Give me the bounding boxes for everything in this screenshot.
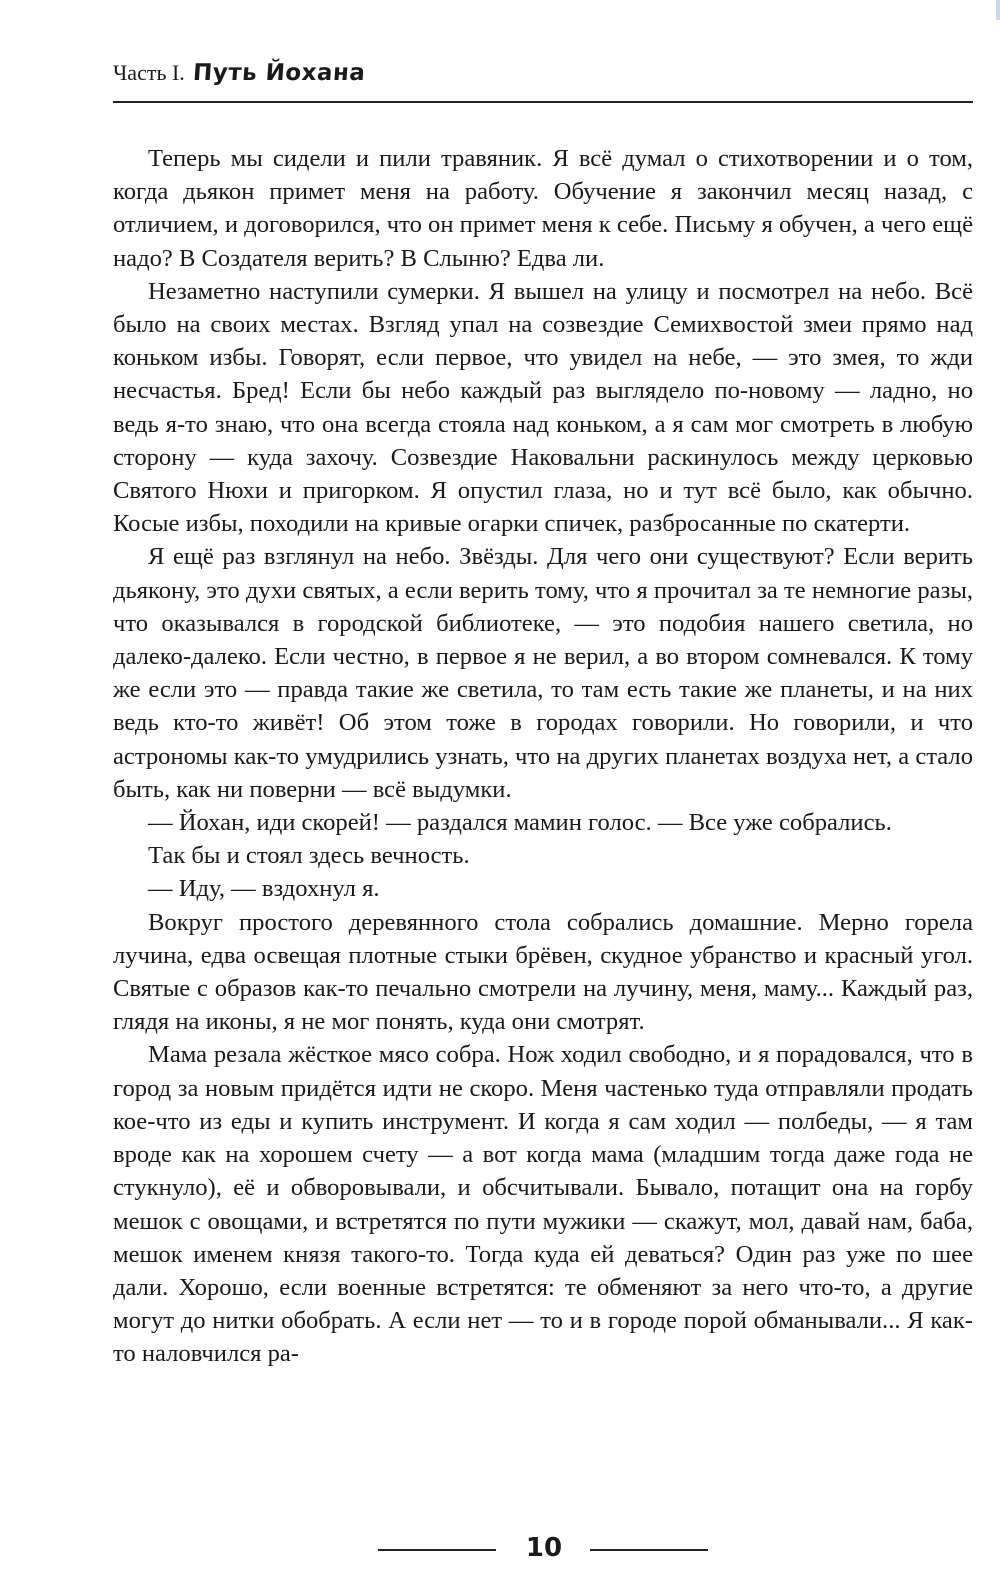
header-divider (113, 101, 973, 103)
paragraph: Теперь мы сидели и пили травяник. Я всё думал о стихотворении и о том, когда дьякон примет меня на работу. Обучение я закончил месяц назад, с отличием, и договорился, что он примет меня к себе. Письму я обучен, а чего ещё надо? В Создателя верить? В Слыню? Едва ли. (113, 145, 973, 272)
page-edge-mark (996, 0, 1000, 20)
part-label: Часть I. (113, 60, 185, 85)
footer-divider-right (590, 1549, 708, 1551)
paragraph: Незаметно наступили сумерки. Я вышел на улицу и посмотрел на небо. Всё было на своих местах. Взгляд упал на созвездие Семихвостой змеи прямо над коньком избы. Говорят, если первое, что увидел на небе, — это змея, то жди несчастья. Бред! Если бы небо каждый раз выглядело по-новому — ладно, но ведь я-то знаю, что она всегда стояла над коньком, а я сам мог смотреть в любую сторону — куда захочу. Созвездие Наковальни раскинулось между церковью Святого Нюхи и пригорком. Я опустил глаза, но и тут всё было, как обычно. Косые избы, походили на кривые огарки спичек, разбросанные по скатерти. (113, 277, 973, 538)
paragraph: — Иду, — вздохнул я. (148, 875, 380, 903)
paragraph: Я ещё раз взглянул на небо. Звёзды. Для чего они существуют? Если верить дьякону, это духи святых, а если верить тому, что я прочитал за те немногие разы, что оказывался в городской библиотеке, — это подобия нашего светила, но далеко-далеко. Если честно, в первое я не верил, а во втором сомневался. К тому же если это — правда такие же светила, то там есть такие же планеты, и на них ведь кто-то живёт! Об этом тоже в городах говорили. Но говорили, и что астрономы как-то умудрились узнать, что на других планетах воздуха нет, а стало быть, как ни поверни — всё выдумки. (113, 543, 973, 803)
paragraph: Мама резала жёсткое мясо собра. Нож ходил свободно, и я порадовался, что в город за новым придётся идти не скоро. Меня частенько туда отправляли продать кое-что из еды и купить инструмент. И когда я сам ходил — полбеды, — я там вроде как на хорошем счету — а вот когда мама (младшим тогда даже года не стукнуло), её и обворовывали, и обсчитывали. Бывало, потащит она на горбу мешок с овощами, и встретятся по пути мужики — скажут, мол, давай нам, баба, мешок именем князя такого-то. Тогда куда ей деваться? Один раз уже по шее дали. Хорошо, если военные встретятся: те обменяют за него что-то, а другие могут до нитки обобрать. А если нет — то и в городе порой обманывали... Я как-то наловчился ра- (113, 1041, 973, 1368)
chapter-title: Путь Йохана (191, 60, 367, 86)
running-header (113, 60, 365, 86)
page-number: 10 (525, 1533, 563, 1563)
body-text (113, 142, 973, 1371)
footer-divider-left (378, 1549, 496, 1551)
paragraph: Так бы и стоял здесь вечность. (148, 842, 470, 870)
paragraph: Вокруг простого деревянного стола собрались домашние. Мерно горела лучина, едва освещая плотные стыки брёвен, скудное убранство и красный угол. Святые с образов как-то печально смотрели на лучину, меня, маму... Каждый раз, глядя на иконы, я не мог понять, куда они смотрят. (113, 908, 973, 1036)
page-footer (0, 1535, 1000, 1565)
paragraph: — Йохан, иди скорей! — раздался мамин голос. — Все уже собрались. (148, 809, 892, 837)
